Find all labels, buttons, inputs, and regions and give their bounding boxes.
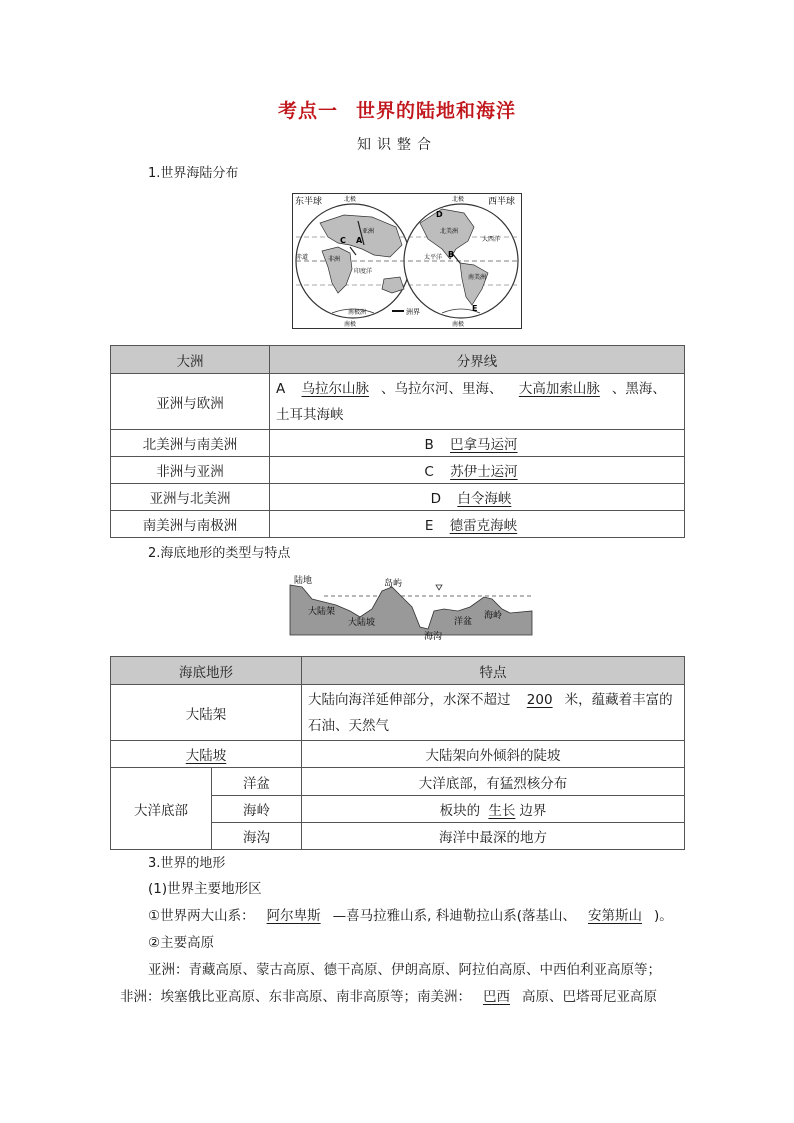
section-2-heading: 2.海底地形的类型与特点 — [148, 546, 291, 561]
world-map — [292, 193, 522, 329]
profile-label-trench: 海沟 — [424, 632, 443, 642]
profile-label-slope: 大陆坡 — [348, 618, 376, 628]
map-label-indian-ocean: 印度洋 — [354, 268, 373, 275]
answer-blank: 生长 — [488, 803, 516, 819]
table2-slope-name — [111, 741, 302, 768]
map-label-antarctica: 南极洲 — [348, 309, 367, 316]
table-row — [111, 457, 685, 484]
map-label-africa: 非洲 — [328, 256, 341, 263]
table-row — [111, 511, 685, 538]
table2-trench-name: 海沟 — [212, 823, 302, 850]
answer-blank: 苏伊士运河 — [450, 464, 518, 480]
north-pole-label-east: 北极 — [344, 197, 357, 203]
profile-label-shelf: 大陆架 — [308, 607, 336, 617]
table-row — [111, 685, 685, 741]
table1-continent: 北美洲与南美洲 — [111, 430, 270, 457]
seabed-profile-diagram — [288, 571, 534, 643]
seabed-landform-table — [110, 656, 685, 850]
table1-boundary: C 苏伊士运河 — [270, 457, 685, 484]
table2-ocean-floor: 大洋底部 — [111, 768, 212, 850]
map-letter-e: E — [472, 304, 478, 313]
answer-blank: 200 — [526, 691, 553, 708]
table2-header-feature: 特点 — [302, 657, 685, 685]
west-hemisphere-label: 西半球 — [488, 196, 516, 206]
table2-header-landform: 海底地形 — [111, 657, 302, 685]
map-letter-b: B — [448, 250, 455, 259]
answer-blank: 乌拉尔山脉 — [301, 380, 370, 397]
profile-label-basin: 洋盆 — [454, 617, 473, 627]
table2-slope-desc: 大陆架向外倾斜的陡坡 — [302, 741, 685, 768]
map-label-south-america: 南美洲 — [468, 274, 487, 281]
table-row — [111, 430, 685, 457]
section-3-heading: 3.世界的地形 — [148, 856, 226, 871]
answer-blank: 大陆坡 — [185, 748, 227, 764]
table2-basin-name: 洋盆 — [212, 768, 302, 796]
north-pole-label-west: 北极 — [452, 197, 465, 203]
profile-label-ridge: 海岭 — [484, 611, 503, 621]
table1-continent: 亚洲与北美洲 — [111, 484, 270, 511]
map-label-equator: 赤道 — [296, 254, 309, 261]
section-3-1-heading: (1)世界主要地形区 — [148, 881, 262, 897]
table1-boundary: D 白令海峡 — [270, 484, 685, 511]
table1-boundary: A 乌拉尔山脉 、乌拉尔河、里海、 大高加索山脉 、黑海、土耳其海峡 — [270, 374, 685, 430]
map-letter-d: D — [436, 210, 443, 219]
map-label-asia: 亚洲 — [362, 228, 375, 235]
answer-blank: 白令海峡 — [457, 491, 512, 507]
map-label-pacific: 太平洋 — [424, 254, 443, 261]
continent-boundary-table — [110, 345, 685, 538]
south-pole-label-west: 南极 — [452, 322, 465, 328]
table2-ridge-name: 海岭 — [212, 796, 302, 823]
map-label-atlantic: 大西洋 — [482, 236, 501, 243]
table1-continent: 非洲与亚洲 — [111, 457, 270, 484]
page-title: 考点一 世界的陆地和海洋 — [277, 100, 517, 122]
water-level-icon — [436, 585, 442, 590]
table1-boundary: B 巴拿马运河 — [270, 430, 685, 457]
answer-blank: 巴西 — [483, 989, 510, 1005]
table1-header-continent: 大洲 — [111, 346, 270, 374]
section-1-heading: 1.世界海陆分布 — [148, 166, 239, 181]
section-subtitle: 知识整合 — [357, 137, 437, 153]
table-row — [111, 741, 685, 768]
asia-plateaus-line: 亚洲：青藏高原、蒙古高原、德干高原、伊朗高原、阿拉伯高原、中西伯利亚高原等； — [148, 962, 661, 978]
table-row — [111, 374, 685, 430]
answer-blank: 阿尔卑斯 — [266, 908, 321, 924]
map-label-north-america: 北美洲 — [440, 228, 459, 235]
map-letter-a: A — [356, 236, 363, 245]
answer-blank: 巴拿马运河 — [450, 437, 518, 453]
answer-blank: 德雷克海峡 — [449, 518, 518, 534]
table2-trench-desc: 海洋中最深的地方 — [302, 823, 685, 850]
profile-label-island: 岛屿 — [384, 579, 403, 589]
table-row — [111, 484, 685, 511]
table2-ridge-desc: 板块的 生长 边界 — [302, 796, 685, 823]
map-legend-label: 洲界 — [406, 308, 420, 316]
africa-plateaus-line: 非洲：埃塞俄比亚高原、东非高原、南非高原等；南美洲： 巴西 高原、巴塔哥尼亚高原 — [120, 986, 657, 1008]
plateau-heading: ②主要高原 — [148, 935, 215, 951]
answer-blank: 安第斯山 — [587, 908, 642, 924]
table2-basin-desc: 大洋底部，有猛烈核分布 — [302, 768, 685, 796]
profile-label-land: 陆地 — [294, 576, 313, 586]
table1-continent: 亚洲与欧洲 — [111, 374, 270, 430]
answer-blank: 大高加索山脉 — [518, 380, 600, 397]
table2-shelf-desc: 大陆向海洋延伸部分，水深不超过 200 米，蕴藏着丰富的石油、天然气 — [302, 685, 685, 741]
map-letter-c: C — [340, 236, 346, 245]
table-row — [111, 768, 685, 796]
table1-header-boundary: 分界线 — [270, 346, 685, 374]
mountains-line: ①世界两大山系： 阿尔卑斯 —喜马拉雅山系, 科迪勒拉山系(落基山、 安第斯山 )。 — [148, 905, 673, 927]
table1-boundary: E 德雷克海峡 — [270, 511, 685, 538]
table1-continent: 南美洲与南极洲 — [111, 511, 270, 538]
table2-shelf-name: 大陆架 — [111, 685, 302, 741]
east-hemisphere-label: 东半球 — [295, 196, 323, 206]
south-pole-label-east: 南极 — [344, 322, 357, 328]
